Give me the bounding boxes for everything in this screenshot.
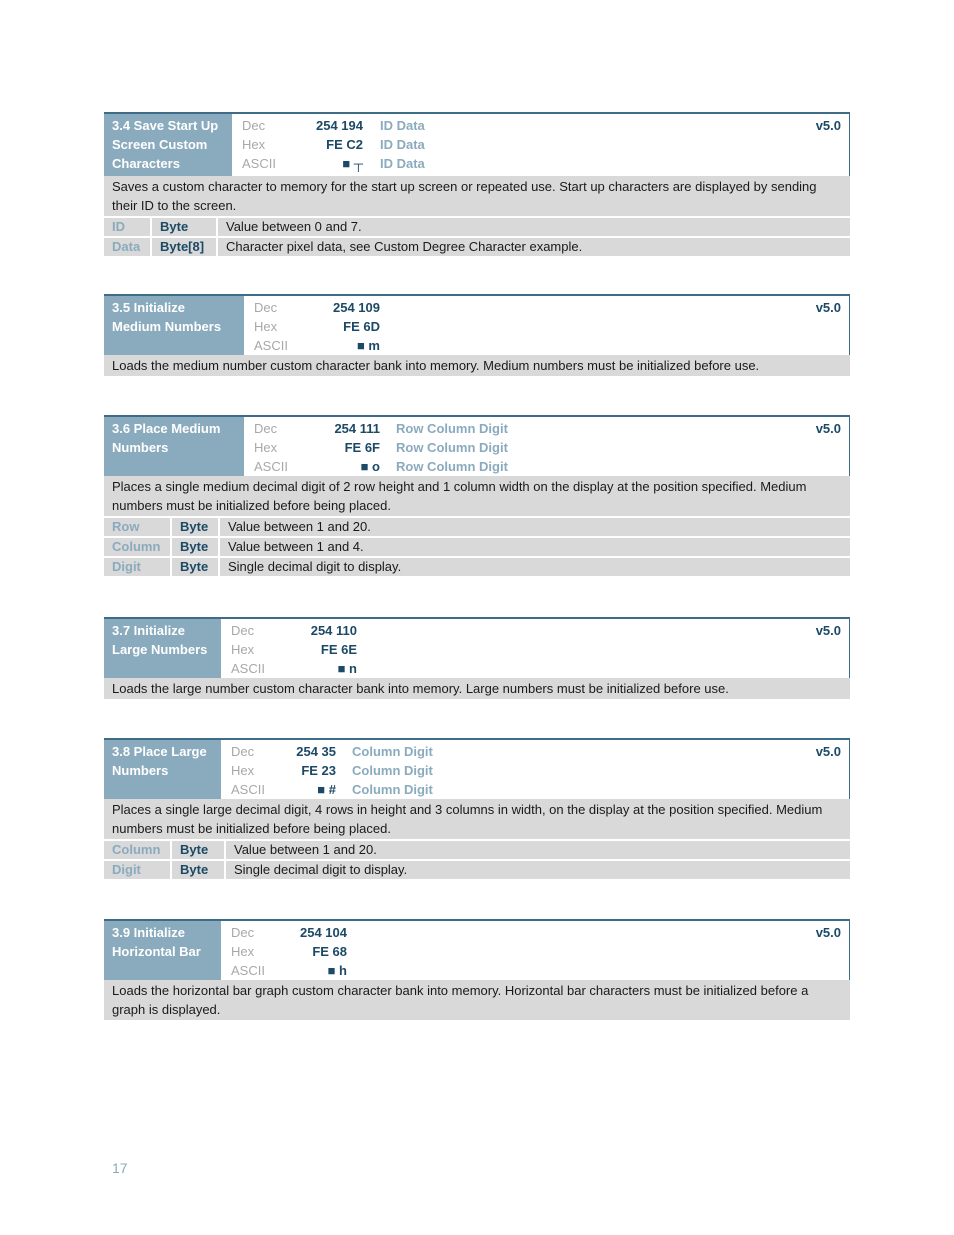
command-title: 3.7 Initialize Large Numbers (104, 619, 221, 678)
version-badge: v5.0 (815, 300, 841, 315)
hex-value: FE C2 (326, 137, 363, 152)
hex-value: FE 6E (320, 642, 357, 657)
param-line: ID Data (380, 118, 425, 133)
param-desc: Value between 1 and 20. (220, 518, 850, 536)
ascii-label: ASCII (254, 459, 288, 474)
dec-label: Dec (231, 925, 255, 940)
param-name: ID (104, 218, 150, 236)
dec-value: 254 35 (296, 744, 336, 759)
command-params (357, 619, 816, 678)
command-block-3-9 (104, 919, 850, 1020)
command-description: Loads the horizontal bar graph custom character bank into memory. Horizontal bar characters must be initialized before a graph is displayed. (104, 980, 850, 1020)
command-params (357, 921, 816, 980)
command-params (336, 740, 816, 799)
command-title: 3.9 Initialize Horizontal Bar (104, 921, 221, 980)
command-header (104, 617, 850, 678)
param-line: Row Column Digit (396, 459, 508, 474)
version-badge: v5.0 (815, 421, 841, 436)
command-codes (221, 921, 357, 980)
param-line: Row Column Digit (396, 421, 508, 436)
dec-label: Dec (231, 623, 255, 638)
dec-value: 254 109 (333, 300, 380, 315)
param-type: Byte (172, 841, 224, 859)
ascii-value: ■ o (360, 459, 380, 474)
command-block-3-6 (104, 415, 850, 576)
dec-label: Dec (242, 118, 266, 133)
param-table-row (104, 218, 850, 236)
command-header (104, 294, 850, 355)
param-name: Data (104, 238, 150, 256)
ascii-label: ASCII (242, 156, 276, 171)
command-title: 3.6 Place Medium Numbers (104, 417, 244, 476)
param-type: Byte (172, 861, 224, 879)
param-table-row (104, 861, 850, 879)
hex-value: FE 23 (301, 763, 336, 778)
command-header (104, 738, 850, 799)
param-name: Digit (104, 558, 170, 576)
command-codes (244, 417, 380, 476)
param-type: Byte[8] (152, 238, 216, 256)
param-name: Column (104, 841, 170, 859)
command-block-3-8 (104, 738, 850, 879)
command-description: Places a single medium decimal digit of 2 row height and 1 column width on the display at the position specified. Medium numbers must be initialized before being placed. (104, 476, 850, 516)
ascii-value: ■ m (356, 338, 380, 353)
param-table-row (104, 238, 850, 256)
dec-value: 254 110 (310, 623, 357, 638)
param-type: Byte (172, 518, 218, 536)
version-badge: v5.0 (815, 623, 841, 638)
hex-label: Hex (231, 642, 255, 657)
dec-value: 254 104 (300, 925, 347, 940)
hex-value: FE 6F (344, 440, 380, 455)
param-table-row (104, 841, 850, 859)
command-params (380, 417, 816, 476)
param-desc: Value between 1 and 4. (220, 538, 850, 556)
hex-value: FE 6D (343, 319, 380, 334)
param-name: Row (104, 518, 170, 536)
param-desc: Value between 0 and 7. (218, 218, 850, 236)
param-desc: Character pixel data, see Custom Degree Character example. (218, 238, 850, 256)
param-table-row (104, 518, 850, 536)
param-desc: Value between 1 and 20. (226, 841, 850, 859)
command-codes (221, 740, 336, 799)
command-codes (221, 619, 357, 678)
command-block-3-7 (104, 617, 850, 699)
dec-label: Dec (231, 744, 255, 759)
version-badge: v5.0 (815, 925, 841, 940)
param-desc: Single decimal digit to display. (220, 558, 850, 576)
hex-label: Hex (231, 944, 255, 959)
command-description: Places a single large decimal digit, 4 rows in height and 3 columns in width, on the display at the position specified. Medium numbers must be initialized before being placed. (104, 799, 850, 839)
command-title: 3.5 Initialize Medium Numbers (104, 296, 244, 355)
hex-label: Hex (242, 137, 266, 152)
param-name: Digit (104, 861, 170, 879)
page-number: 17 (112, 1160, 128, 1176)
command-codes (232, 114, 364, 176)
hex-label: Hex (254, 319, 278, 334)
command-header (104, 112, 850, 176)
command-title: 3.8 Place Large Numbers (104, 740, 221, 799)
command-title: 3.4 Save Start Up Screen Custom Characters (104, 114, 232, 176)
command-description: Saves a custom character to memory for the start up screen or repeated use. Start up characters are displayed by sending their ID to the screen. (104, 176, 850, 216)
dec-value: 254 111 (334, 421, 380, 436)
param-line: Column Digit (352, 782, 433, 797)
ascii-label: ASCII (254, 338, 288, 353)
param-type: Byte (152, 218, 216, 236)
hex-value: FE 68 (312, 944, 347, 959)
command-block-3-5 (104, 294, 850, 376)
param-type: Byte (172, 538, 218, 556)
ascii-label: ASCII (231, 661, 265, 676)
command-description: Loads the medium number custom character bank into memory. Medium numbers must be initialized before use. (104, 355, 850, 376)
dec-value: 254 194 (316, 118, 363, 133)
hex-label: Hex (231, 763, 255, 778)
command-params (380, 296, 816, 355)
version-badge: v5.0 (815, 118, 841, 133)
param-desc: Single decimal digit to display. (226, 861, 850, 879)
param-line: Column Digit (352, 763, 433, 778)
ascii-value: ■ n (337, 661, 357, 676)
command-params (364, 114, 816, 176)
param-line: Column Digit (352, 744, 433, 759)
command-block-3-4 (104, 112, 850, 256)
param-table-row (104, 558, 850, 576)
version-badge: v5.0 (815, 744, 841, 759)
hex-label: Hex (254, 440, 278, 455)
ascii-value: ■ h (327, 963, 347, 978)
param-type: Byte (172, 558, 218, 576)
command-header (104, 919, 850, 980)
dec-label: Dec (254, 300, 278, 315)
ascii-label: ASCII (231, 782, 265, 797)
ascii-value: ■ # (317, 782, 336, 797)
param-name: Column (104, 538, 170, 556)
param-line: Row Column Digit (396, 440, 508, 455)
ascii-value: ■ ┬ (342, 156, 363, 171)
command-description: Loads the large number custom character bank into memory. Large numbers must be initialized before use. (104, 678, 850, 699)
param-line: ID Data (380, 137, 425, 152)
param-line: ID Data (380, 156, 425, 171)
param-table-row (104, 538, 850, 556)
command-header (104, 415, 850, 476)
command-codes (244, 296, 380, 355)
dec-label: Dec (254, 421, 278, 436)
ascii-label: ASCII (231, 963, 265, 978)
